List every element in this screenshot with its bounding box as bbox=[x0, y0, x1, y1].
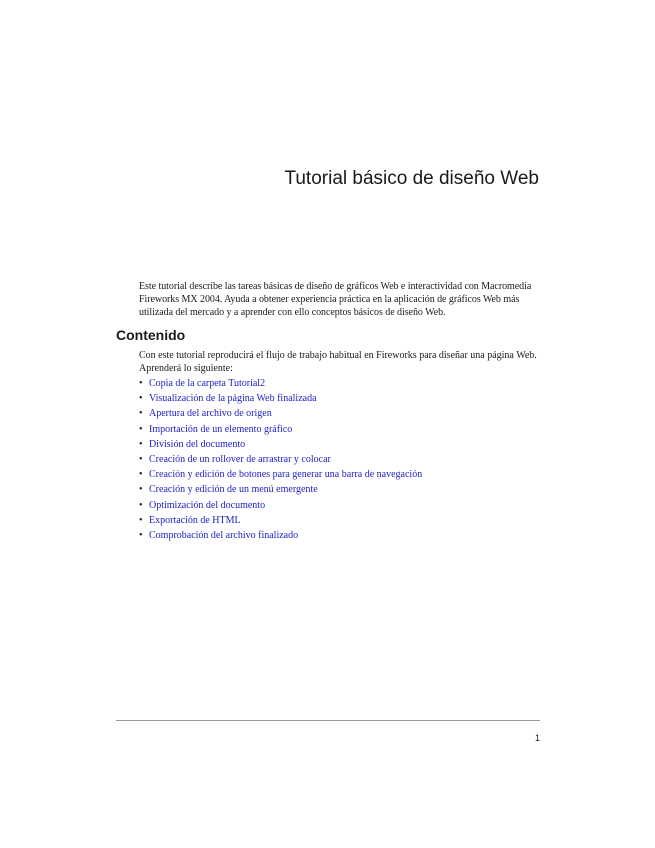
toc-link-visualizacion-pagina[interactable]: Visualización de la página Web finalizada bbox=[149, 393, 317, 405]
bullet-icon: • bbox=[139, 438, 143, 450]
page-number: 1 bbox=[535, 733, 541, 743]
bullet-icon: • bbox=[139, 499, 143, 511]
bullet-icon: • bbox=[139, 378, 143, 389]
toc-item bbox=[139, 376, 422, 391]
toc-link-optimizacion-documento[interactable]: Optimización del documento bbox=[149, 499, 266, 511]
toc-link-creacion-menu[interactable]: Creación y edición de un menú emergente bbox=[149, 484, 318, 496]
section-intro-paragraph: Con este tutorial reproducirá el flujo de trabajo habitual en Fireworks para diseñar una página Web. Aprenderá lo siguiente: bbox=[139, 350, 537, 374]
bullet-icon: • bbox=[139, 484, 143, 496]
toc-item bbox=[139, 437, 422, 452]
bullet-icon: • bbox=[139, 530, 143, 542]
bullet-icon: • bbox=[139, 393, 143, 405]
table-of-contents bbox=[139, 376, 422, 543]
toc-link-comprobacion-archivo[interactable]: Comprobación del archivo finalizado bbox=[149, 530, 299, 542]
page-title: Tutorial básico de diseño Web bbox=[284, 168, 539, 189]
toc-link-copia-carpeta[interactable]: Copia de la carpeta Tutorial2 bbox=[149, 378, 266, 389]
toc-link-exportacion-html[interactable]: Exportación de HTML bbox=[149, 514, 241, 526]
toc-item bbox=[139, 528, 422, 543]
bullet-icon: • bbox=[139, 408, 143, 420]
toc-item bbox=[139, 422, 422, 437]
toc-item bbox=[139, 482, 422, 497]
bullet-icon: • bbox=[139, 454, 143, 466]
toc-item bbox=[139, 498, 422, 513]
bullet-icon: • bbox=[139, 423, 143, 435]
toc-item bbox=[139, 467, 422, 482]
toc-item bbox=[139, 452, 422, 467]
intro-paragraph: Este tutorial describe las tareas básicas de diseño de gráficos Web e interactividad con Macromedia Fireworks MX 2004. Ayuda a obtener experiencia práctica en la aplicación de gráficos Web más utilizada del mercado y a aprender con ello conceptos básicos de diseño Web. bbox=[139, 281, 532, 318]
toc-link-creacion-botones[interactable]: Creación y edición de botones para generar una barra de navegación bbox=[149, 469, 423, 481]
toc-item bbox=[139, 406, 422, 421]
section-heading: Contenido bbox=[116, 327, 186, 343]
toc-link-creacion-rollover[interactable]: Creación de un rollover de arrastrar y colocar bbox=[149, 454, 331, 466]
footer-divider bbox=[116, 720, 540, 721]
bullet-icon: • bbox=[139, 514, 143, 526]
toc-item bbox=[139, 513, 422, 528]
toc-link-importacion-elemento[interactable]: Importación de un elemento gráfico bbox=[149, 423, 293, 435]
toc-item bbox=[139, 391, 422, 406]
toc-link-apertura-archivo[interactable]: Apertura del archivo de origen bbox=[149, 408, 272, 420]
toc-link-division-documento[interactable]: División del documento bbox=[149, 438, 246, 450]
bullet-icon: • bbox=[139, 469, 143, 481]
